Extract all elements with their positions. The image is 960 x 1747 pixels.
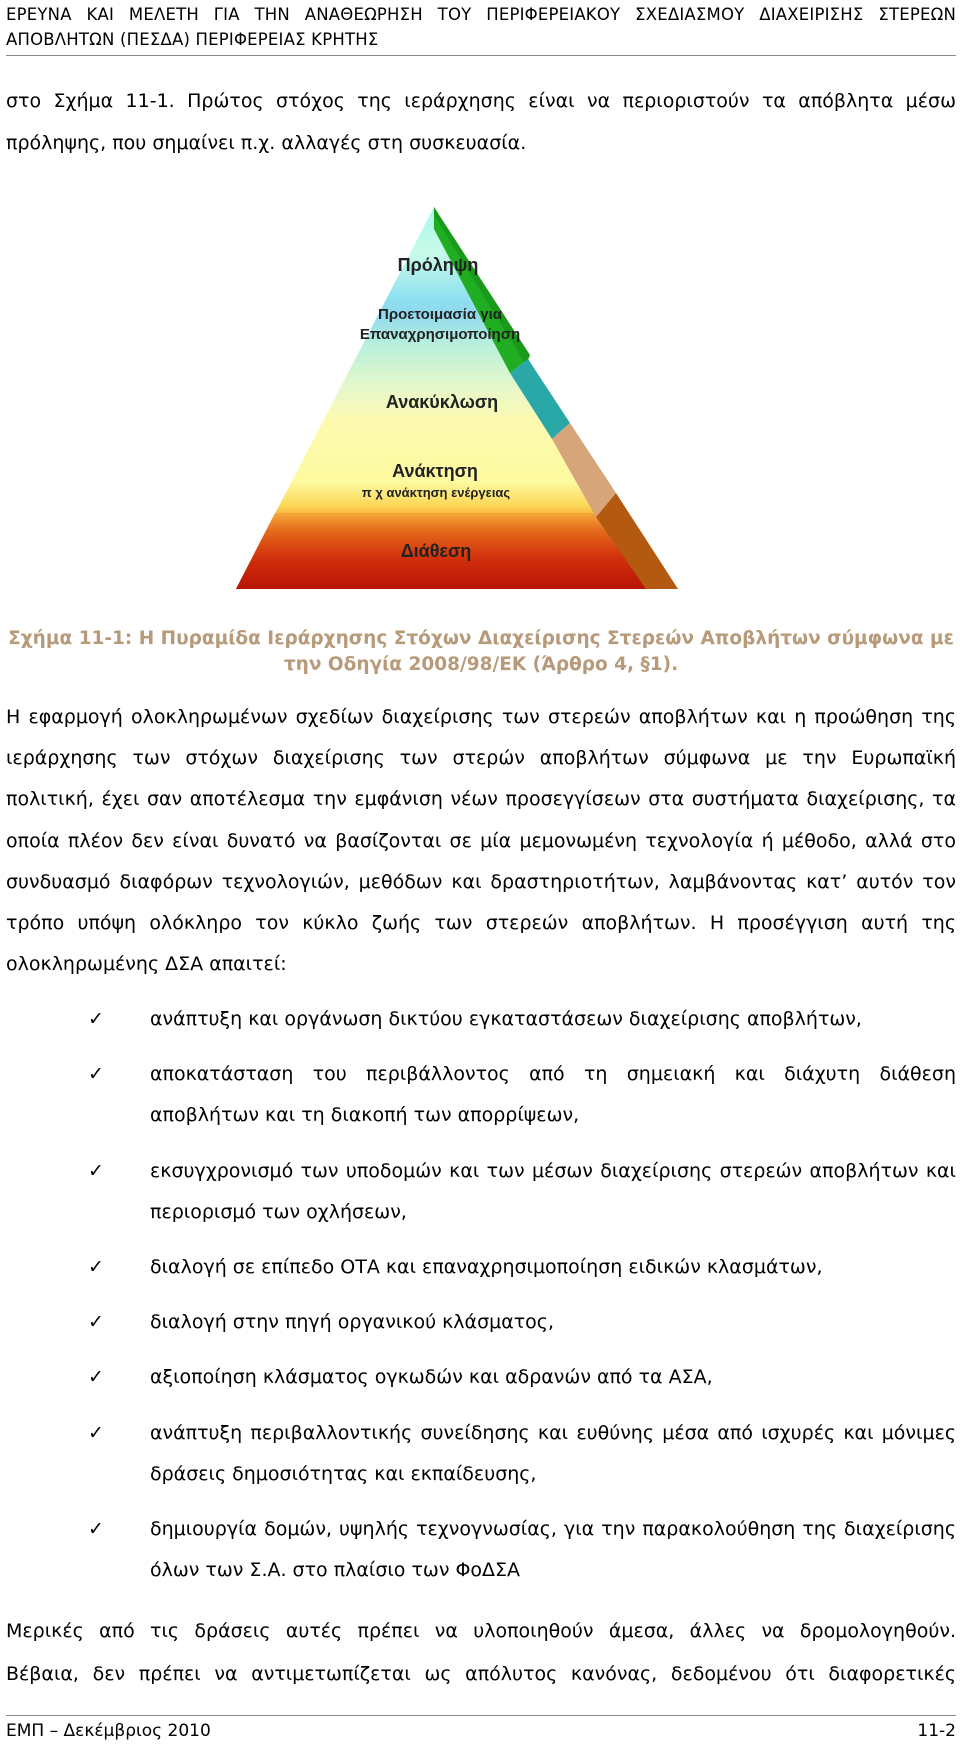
waste-hierarchy-pyramid-figure — [200, 195, 760, 605]
list-item-text: ανάπτυξη περιβαλλοντικής συνείδησης και ευθύνης μέσα από ισχυρές και μόνιμες δράσεις δημοσιότητας και εκπαίδευσης, — [150, 1421, 956, 1485]
level-label-reuse-line2: Επαναχρησιμοποίηση — [359, 326, 521, 343]
body-paragraph: Η εφαρμογή ολοκληρωμένων σχεδίων διαχείρισης των στερεών αποβλήτων και η προώθηση της ιεράρχησης των στόχων διαχείρισης των στερών αποβλήτων σύμφωνα με την Ευρωπαϊκή πολιτική, έχει σαν αποτέλεσμα την εμφάνιση νέων προσεγγίσεων στα συστήματα διαχείρισης, τα οποία πλέον δεν είναι δυνατό να βασίζονται σε μία μεμονωμένη τεχνολογία ή μέθοδο, αλλά στο συνδυασμό διαφόρων τεχνολογιών, μεθόδων και δραστηριοτήτων, λαμβάνοντας κατ’ αυτόν τον τρόπο υπόψη ολόκληρο τον κύκλο ζωής των στερεών αποβλήτων. Η προσέγγιση αυτή της ολοκληρωμένης ΔΣΑ απαιτεί: — [6, 706, 956, 976]
closing-line-2: Βέβαια, δεν πρέπει να αντιμετωπίζεται ως απόλυτος κανόνας, δεδομένου ότι διαφορετικές — [6, 1663, 956, 1685]
list-item — [6, 1054, 956, 1136]
level-label-recovery-note: π χ ανάκτηση ενέργειας — [361, 485, 511, 500]
page-number: 11-2 — [917, 1721, 956, 1741]
list-item-text: δημιουργία δομών, υψηλής τεχνογνωσίας, για την παρακολούθηση της διαχείρισης όλων των Σ.Α. στο πλαίσιο των ΦοΔΣΑ — [150, 1518, 956, 1582]
footer-divider — [6, 1715, 956, 1716]
list-item-text: διαλογή στην πηγή οργανικού κλάσματος, — [150, 1311, 554, 1334]
closing-paragraph — [6, 1610, 956, 1696]
figure-caption-line-2: την Οδηγία 2008/98/ΕΚ (Άρθρο 4, §1). — [283, 654, 679, 675]
checkmark-icon: ✓ — [88, 1421, 104, 1444]
intro-paragraph — [6, 80, 956, 164]
figure-caption-line-1: Σχήμα 11-1: Η Πυραμίδα Ιεράρχησης Στόχων Διαχείρισης Στερεών Αποβλήτων σύμφωνα με — [8, 628, 954, 649]
intro-line-1: στο Σχήμα 11-1. Πρώτος στόχος της ιεράρχησης είναι να περιοριστούν τα απόβλητα μέσω — [6, 90, 956, 112]
list-item — [6, 1247, 956, 1288]
intro-line-2: πρόληψης, που σημαίνει π.χ. αλλαγές στη συσκευασία. — [6, 132, 527, 154]
list-item — [6, 1413, 956, 1495]
checkmark-icon: ✓ — [88, 1518, 104, 1541]
figure-caption — [6, 626, 956, 678]
list-item-text: αξιοποίηση κλάσματος ογκωδών και αδρανών από τα ΑΣΑ, — [150, 1366, 713, 1389]
list-item-text: αποκατάσταση του περιβάλλοντος από τη σημειακή και διάχυτη διάθεση αποβλήτων και τη διακοπή των απορρίψεων, — [150, 1063, 956, 1127]
list-item — [6, 1357, 956, 1398]
level-label-disposal: Διάθεση — [400, 541, 472, 561]
header-divider — [6, 55, 956, 56]
level-label-reuse-line1: Προετοιμασία για — [378, 306, 502, 323]
checkmark-icon: ✓ — [88, 1366, 104, 1389]
list-item-text: ανάπτυξη και οργάνωση δικτύου εγκαταστάσεων διαχείρισης αποβλήτων, — [150, 1008, 862, 1030]
pyramid-svg — [200, 195, 760, 605]
checkmark-icon: ✓ — [88, 1063, 104, 1086]
footer-publisher-date: ΕΜΠ – Δεκέμβριος 2010 — [6, 1721, 211, 1741]
list-item — [6, 1509, 956, 1591]
requirements-list — [6, 999, 956, 1605]
checkmark-icon: ✓ — [88, 1159, 104, 1182]
running-header: ΕΡΕΥΝΑ ΚΑΙ ΜΕΛΕΤΗ ΓΙΑ ΤΗΝ ΑΝΑΘΕΩΡΗΣΗ ΤΟΥ ΠΕΡΙΦΕΡΕΙΑΚΟΥ ΣΧΕΔΙΑΣΜΟΥ ΔΙΑΧΕΙΡΙΣΗΣ ΣΤΕΡΕΩΝ ΑΠΟΒΛΗΤΩΝ (ΠΕΣΔΑ) ΠΕΡΙΦΕΡΕΙΑΣ ΚΡΗΤΗΣ — [6, 5, 956, 49]
checkmark-icon: ✓ — [88, 1008, 104, 1030]
level-label-recycling: Ανακύκλωση — [385, 392, 499, 412]
list-item-text: εκσυγχρονισμό των υποδομών και των μέσων διαχείρισης στερεών αποβλήτων και περιορισμό των οχλήσεων, — [150, 1159, 956, 1223]
checkmark-icon: ✓ — [88, 1311, 104, 1334]
level-label-recovery: Ανάκτηση — [392, 461, 478, 481]
closing-line-1: Μερικές από τις δράσεις αυτές πρέπει να υλοποιηθούν άμεσα, άλλες να δρομολογηθούν. — [6, 1620, 956, 1642]
list-item-text: διαλογή σε επίπεδο ΟΤΑ και επαναχρησιμοποίηση ειδικών κλασμάτων, — [150, 1256, 823, 1279]
list-item — [6, 1302, 956, 1343]
checkmark-icon: ✓ — [88, 1256, 104, 1279]
list-item — [6, 999, 956, 1040]
level-label-prevention: Πρόληψη — [397, 255, 479, 275]
list-item — [6, 1151, 956, 1233]
